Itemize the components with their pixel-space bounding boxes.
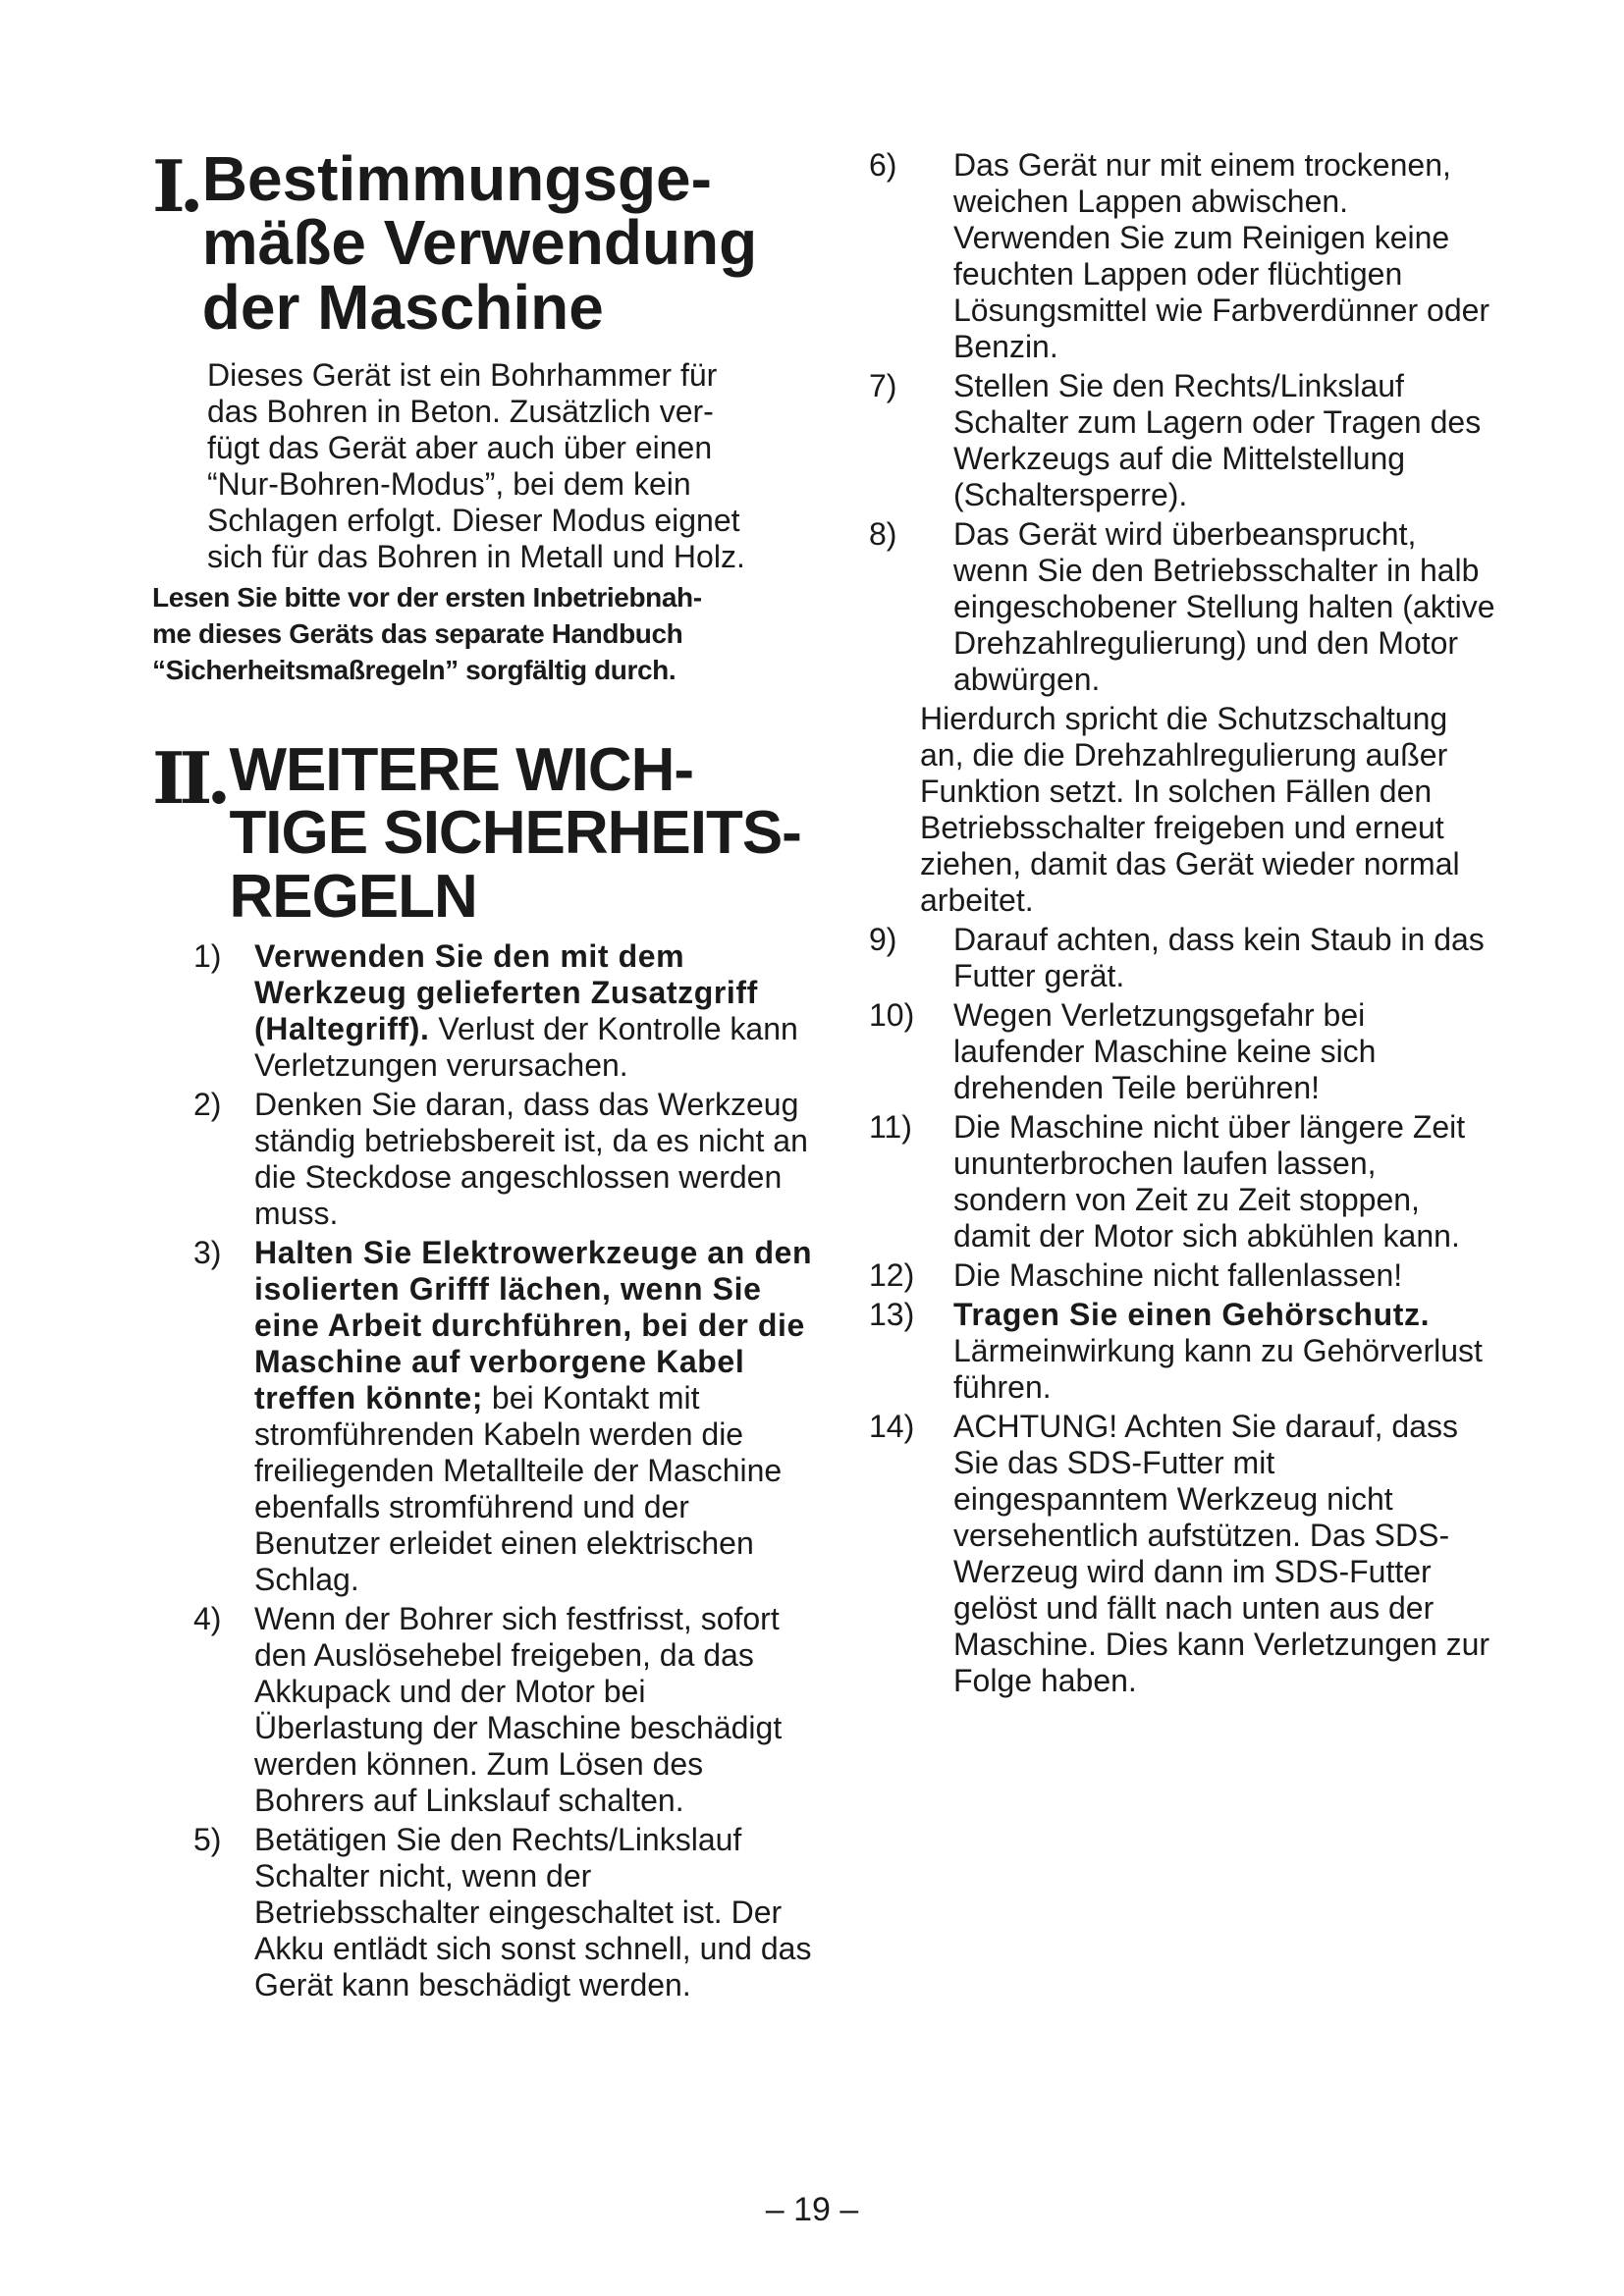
section-2: [152, 735, 820, 2003]
note-line: me dieses Geräts das separate Handbuch: [152, 617, 683, 649]
section-2-title-line: REGELN: [229, 862, 477, 931]
intro-line: das Bohren in Beton. Zusätzlich ver-: [207, 393, 714, 429]
list-item: [869, 922, 1497, 994]
section-1-heading: [152, 143, 820, 343]
note-line: Lesen Sie bitte vor der ersten Inbetriebnah-: [152, 581, 702, 613]
list-item: [869, 997, 1497, 1106]
list-item: [869, 1257, 1497, 1294]
item-text: [254, 1822, 820, 2003]
item-number: 3): [193, 1235, 222, 1271]
item-bold-text: Verwenden Sie den mit dem Werkzeug gelieferten Zusatzgriff (Haltegriff).: [254, 938, 758, 1047]
item-body-text: Wenn der Bohrer sich festfrisst, sofort den Auslösehebel freigeben, da das Akkupack und der Motor bei Überlastung der Maschine beschädigt werden können. Zum Lösen des Bohrers auf Linkslauf schalten.: [254, 1601, 783, 1819]
item-body-text: Wegen Verletzungsgefahr bei laufender Maschine keine sich drehenden Teile berühren!: [953, 997, 1377, 1105]
item-text: [953, 368, 1497, 513]
section-1-numeral: I.: [152, 144, 198, 228]
list-item: [869, 516, 1497, 698]
item-body-text: ACHTUNG! Achten Sie darauf, dass Sie das SDS-Futter mit eingespanntem Werkzeug nicht versehentlich aufstützen. Das SDS-Werzeug wird dann im SDS-Futter gelöst und fällt nach unten aus der Maschine. Dies kann Verletzungen zur Folge haben.: [953, 1409, 1490, 1698]
section-1-title: [201, 143, 758, 343]
item-number: 7): [869, 368, 897, 403]
right-column: [869, 147, 1497, 1702]
page-number: – 19 –: [765, 2191, 859, 2228]
item-number: 4): [193, 1601, 222, 1637]
list-item: [152, 1822, 820, 2003]
item-body-text: Darauf achten, dass kein Staub in das Futter gerät.: [953, 922, 1485, 993]
note-line: “Sicherheitsmaßregeln” sorgfältig durch.: [152, 654, 677, 685]
list-item: [869, 368, 1497, 513]
item-body-text: Betätigen Sie den Rechts/Linkslauf Schalter nicht, wenn der Betriebsschalter eingeschaltet ist. Der Akku entlädt sich sonst schnell, und das Gerät kann beschädigt werden.: [254, 1822, 812, 2003]
item-number: 8): [869, 516, 897, 552]
item-bold-text: Halten Sie Elektrowerkzeuge an den isolierten Grifff lächen, wenn Sie eine Arbeit durchführen, bei der die Maschine auf verborgene Kabel treffen könnte;: [254, 1235, 813, 1416]
section-2-heading: [152, 735, 820, 931]
item-text: [254, 1235, 820, 1598]
item-body-text: Das Gerät nur mit einem trockenen, weichen Lappen abwischen. Verwenden Sie zum Reinigen keine feuchten Lappen oder flüchtigen Lösungsmittel wie Farbverdünner oder Benzin.: [953, 147, 1490, 364]
item-body-text: Stellen Sie den Rechts/Linkslauf Schalter zum Lagern oder Tragen des Werkzeugs auf die Mittelstellung (Schaltersperre).: [953, 368, 1482, 512]
item-body-text: Verlust der Kontrolle kann Verletzungen verursachen.: [254, 1011, 798, 1084]
safety-rules-list-right: [869, 147, 1497, 1699]
section-1-title-line: Bestimmungsge-: [201, 143, 712, 214]
item-text: [254, 1601, 820, 1819]
item-text: [953, 1257, 1497, 1294]
item-body-text: Das Gerät wird überbeansprucht, wenn Sie den Betriebsschalter in halb eingeschobener Stellung halten (aktive Drehzahlregulierung) und den Motor abwürgen.: [953, 516, 1495, 697]
list-item: [152, 1235, 820, 1598]
item-text: [953, 147, 1497, 365]
section-1-title-line: mäße Verwendung: [201, 207, 758, 279]
list-item: [869, 1409, 1497, 1699]
item-number: 5): [193, 1822, 222, 1858]
list-item: [152, 1601, 820, 1819]
item-text: [254, 938, 820, 1084]
intro-line: sich für das Bohren in Metall und Holz.: [207, 538, 745, 574]
item-number: 14): [869, 1409, 915, 1444]
section-1: [152, 143, 820, 688]
item-bold-text: Tragen Sie einen Gehörschutz.: [953, 1297, 1431, 1332]
list-item: [152, 938, 820, 1084]
section-2-title-line: WEITERE WICH-: [229, 735, 694, 804]
section-2-numeral: II.: [152, 735, 226, 820]
intro-line: Schlagen erfolgt. Dieser Modus eignet: [207, 502, 740, 538]
section-2-title: [229, 735, 801, 931]
item-text: [953, 516, 1497, 698]
item-body-text: Die Maschine nicht über längere Zeit ununterbrochen laufen lassen, sondern von Zeit zu Zeit stoppen, damit der Motor sich abkühlen kann.: [953, 1109, 1466, 1254]
item-number: 11): [869, 1109, 912, 1145]
section-1-intro: [207, 357, 820, 575]
intro-line: Dieses Gerät ist ein Bohrhammer für: [207, 356, 718, 393]
item-number: 13): [869, 1297, 915, 1332]
intro-line: “Nur-Bohren-Modus”, bei dem kein: [207, 465, 691, 502]
item-body-text: Lärmeinwirkung kann zu Gehörverlust führen.: [953, 1333, 1483, 1405]
item-body-text: Die Maschine nicht fallenlassen!: [953, 1257, 1403, 1293]
safety-rules-list-left: [152, 938, 820, 2003]
item-text: [953, 1297, 1497, 1406]
item-text: [953, 1409, 1497, 1699]
item-number: 6): [869, 147, 897, 183]
item-body-text: bei Kontakt mit stromführenden Kabeln werden die freiliegenden Metallteile der Maschine ebenfalls stromführend und der Benutzer erleidet einen elektrischen Schlag.: [254, 1380, 783, 1598]
list-item: [152, 1087, 820, 1232]
item-number: 9): [869, 922, 897, 957]
list-item: [869, 147, 1497, 365]
item-number: 12): [869, 1257, 915, 1293]
item-body-text: Denken Sie daran, dass das Werkzeug ständig betriebsbereit ist, da es nicht an die Steckdose angeschlossen werden muss.: [254, 1087, 808, 1232]
section-1-title-line: der Maschine: [201, 271, 604, 343]
item-8-continuation: Hierdurch spricht die Schutzschaltung an, die die Drehzahlregulierung außer Funktion setzt. In solchen Fällen den Betriebsschalter freigeben und erneut ziehen, damit das Gerät wieder normal arbeitet.: [920, 701, 1460, 918]
item-number: 1): [193, 938, 222, 975]
item-text: [953, 997, 1497, 1106]
left-column: [152, 143, 820, 2006]
item-text: [953, 1109, 1497, 1255]
item-number: 2): [193, 1087, 222, 1123]
item-text: [953, 922, 1497, 994]
section-2-title-line: TIGE SICHERHEITS-: [229, 799, 801, 868]
intro-line: fügt das Gerät aber auch über einen: [207, 429, 713, 465]
list-item: [869, 1297, 1497, 1406]
safety-manual-note: [152, 579, 820, 688]
list-item: [869, 1109, 1497, 1255]
item-text: [254, 1087, 820, 1232]
item-number: 10): [869, 997, 915, 1033]
